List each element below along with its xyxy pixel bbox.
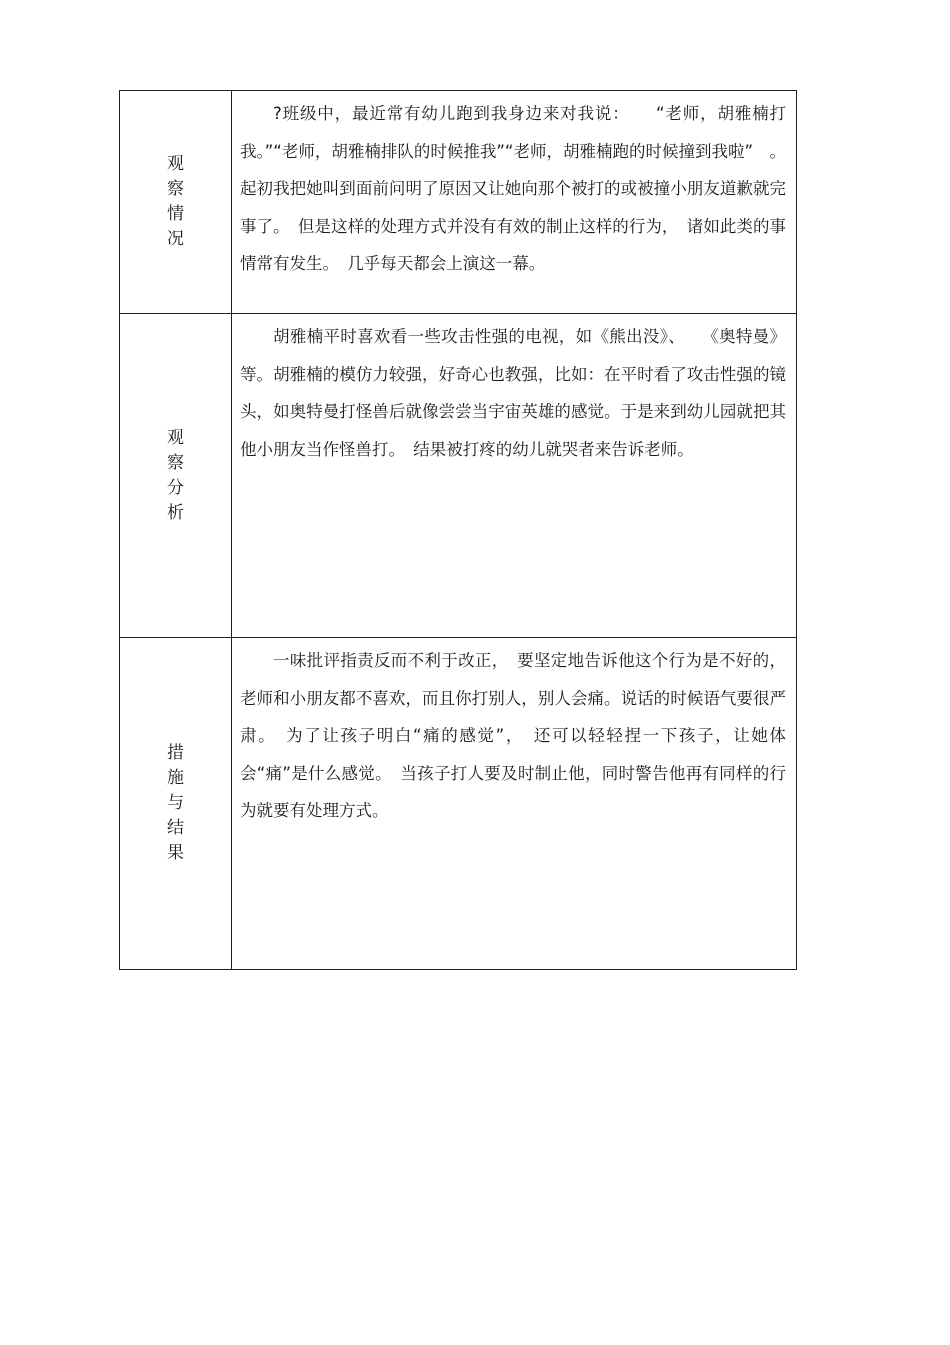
row-label-char: 察: [167, 452, 184, 473]
row-label-char: 析: [167, 502, 184, 523]
row-content-cell: [232, 314, 797, 638]
row-label-measures-results: [167, 741, 184, 866]
row-label-char: 观: [167, 154, 184, 174]
measures-results-text: 一味批评指责反而不利于改正， 要坚定地告诉他这个行为是不好的，老师和小朋友都不喜欢，而且你打别人，别人会痛。说话的时候语气要很严肃。 为了让孩子明白“痛的感觉”， 还可以轻轻捏一下孩子，让她体会“痛”是什么感觉。 当孩子打人要及时制止他，同时警告他再有同样的行为就要有处理方式。: [240, 651, 786, 821]
row-content-cell: [232, 638, 797, 970]
row-label-cell: [120, 314, 232, 638]
table-row-observation-analysis: [120, 314, 797, 638]
row-label-char: 察: [167, 179, 184, 199]
row-label-observation-situation: [167, 152, 184, 252]
row-label-char: 果: [167, 843, 184, 863]
observation-analysis-text: 胡雅楠平时喜欢看一些攻击性强的电视，如《熊出没》、 《奥特曼》等。胡雅楠的模仿力较强，好奇心也教强，比如：在平时看了攻击性强的镜头，如奥特曼打怪兽后就像尝尝当宇宙英雄的感觉。于是来到幼儿园就把其他小朋友当作怪兽打。 结果被打疼的幼儿就哭者来告诉老师。: [240, 327, 786, 459]
row-label-char: 况: [167, 229, 184, 249]
observation-situation-text: ?班级中，最近常有幼儿跑到我身边来对我说： “老师，胡雅楠打我。”“老师，胡雅楠排队的时候推我”“老师，胡雅楠跑的时候撞到我啦” 。起初我把她叫到面前问明了原因又让她向那个被打的或被撞小朋友道歉就完事了。 但是这样的处理方式并没有有效的制止这样的行为， 诸如此类的事情常有发生。 几乎每天都会上演这一幕。: [240, 104, 786, 274]
row-label-cell: [120, 638, 232, 970]
row-label-cell: [120, 91, 232, 314]
row-label-char: 施: [167, 768, 184, 788]
row-label-char: 分: [167, 477, 184, 498]
row-label-observation-analysis: [167, 426, 184, 526]
row-label-char: 与: [167, 793, 184, 813]
row-content-cell: [232, 91, 797, 314]
row-label-char: 情: [167, 204, 184, 224]
row-label-char: 措: [167, 743, 184, 763]
observation-record-table: [119, 90, 797, 970]
table-row-observation-situation: [120, 91, 797, 314]
table-row-measures-results: [120, 638, 797, 970]
row-label-char: 结: [167, 818, 184, 838]
row-label-char: 观: [167, 427, 184, 448]
